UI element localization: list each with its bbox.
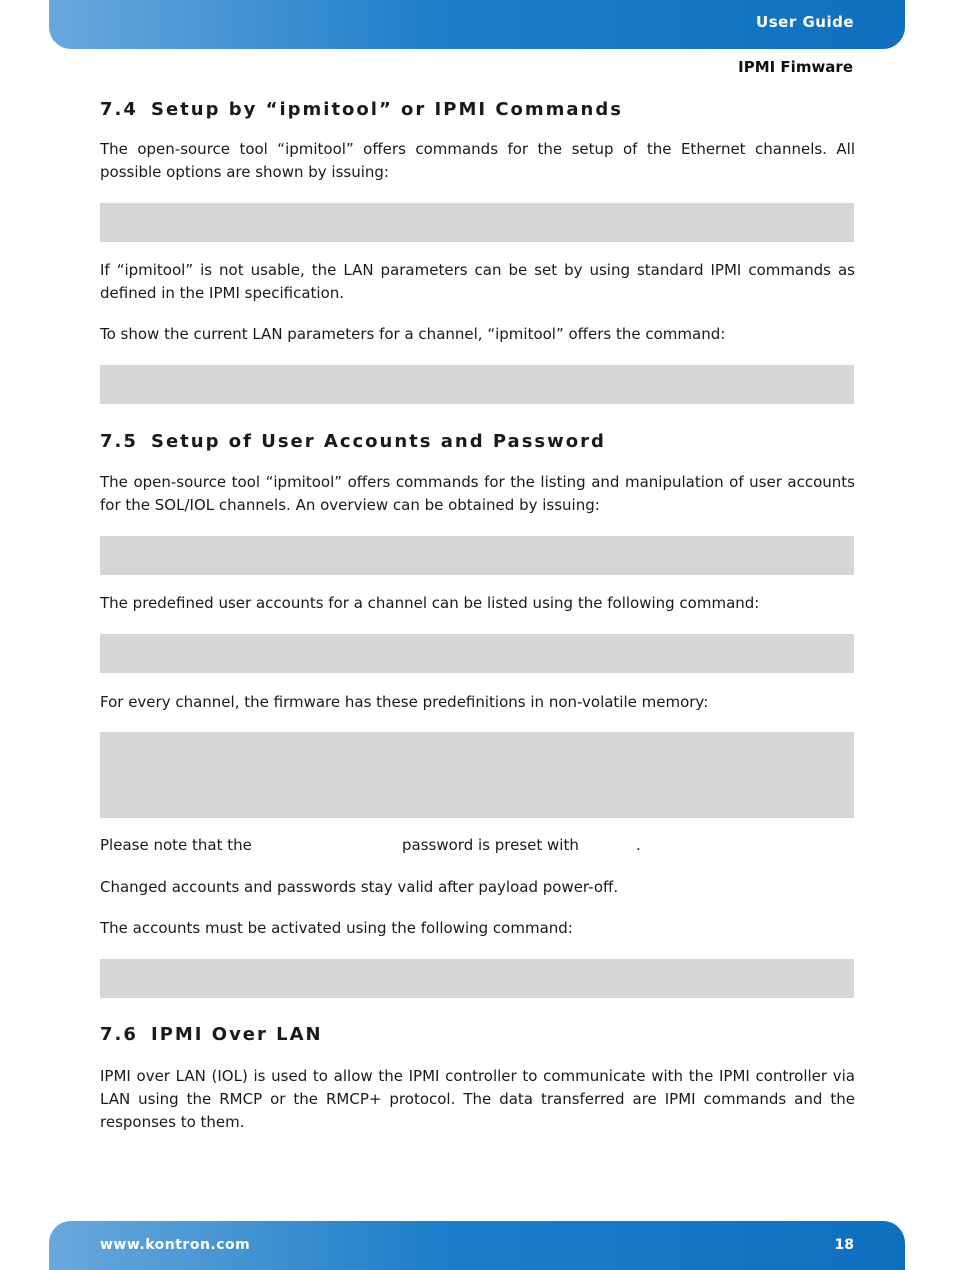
section-title: Setup of User Accounts and Password [151,431,606,452]
paragraph: The open-source tool “ipmitool” offers commands for the listing and manipulation of user accounts for the SOL/IOL channels. An overview can be obtained by issuing: [100,473,855,514]
header-title: User Guide [756,13,854,31]
section-heading-7-6 [100,1024,323,1045]
note-text: . [636,836,641,854]
section-title: IPMI Over LAN [151,1024,323,1045]
section-number: 7.5 [100,431,138,452]
paragraph: IPMI over LAN (IOL) is used to allow the IPMI controller to communicate with the IPMI controller via LAN using the RMCP or the RMCP+ protocol. The data transferred are IPMI commands and the responses to them. [100,1067,855,1131]
paragraph: The open-source tool “ipmitool” offers commands for the setup of the Ethernet channels. All possible options are shown by issuing: [100,140,855,181]
section-title: Setup by “ipmitool” or IPMI Commands [151,99,623,120]
code-block [100,536,854,575]
note-text: password is preset with [402,836,579,854]
header-bar [49,0,905,49]
footer-url[interactable]: www.kontron.com [100,1237,251,1253]
code-block [100,634,854,673]
footer-bar [49,1221,905,1270]
page-number: 18 [834,1237,854,1253]
code-block [100,732,854,818]
header-subtitle: IPMI Fimware [738,58,853,76]
section-heading-7-5 [100,431,606,452]
paragraph: If “ipmitool” is not usable, the LAN parameters can be set by using standard IPMI commands as defined in the IPMI specification. [100,261,855,302]
paragraph: The predefined user accounts for a channel can be listed using the following command: [100,594,760,612]
section-number: 7.6 [100,1024,138,1045]
code-block [100,959,854,998]
paragraph: For every channel, the firmware has these predefinitions in non-volatile memory: [100,693,709,711]
paragraph: To show the current LAN parameters for a channel, “ipmitool” offers the command: [100,325,726,343]
note-text: Please note that the [100,836,252,854]
section-heading-7-4 [100,99,623,120]
paragraph: Changed accounts and passwords stay valid after payload power-off. [100,878,619,896]
code-block [100,365,854,404]
code-block [100,203,854,242]
paragraph: The accounts must be activated using the following command: [100,919,573,937]
section-number: 7.4 [100,99,138,120]
